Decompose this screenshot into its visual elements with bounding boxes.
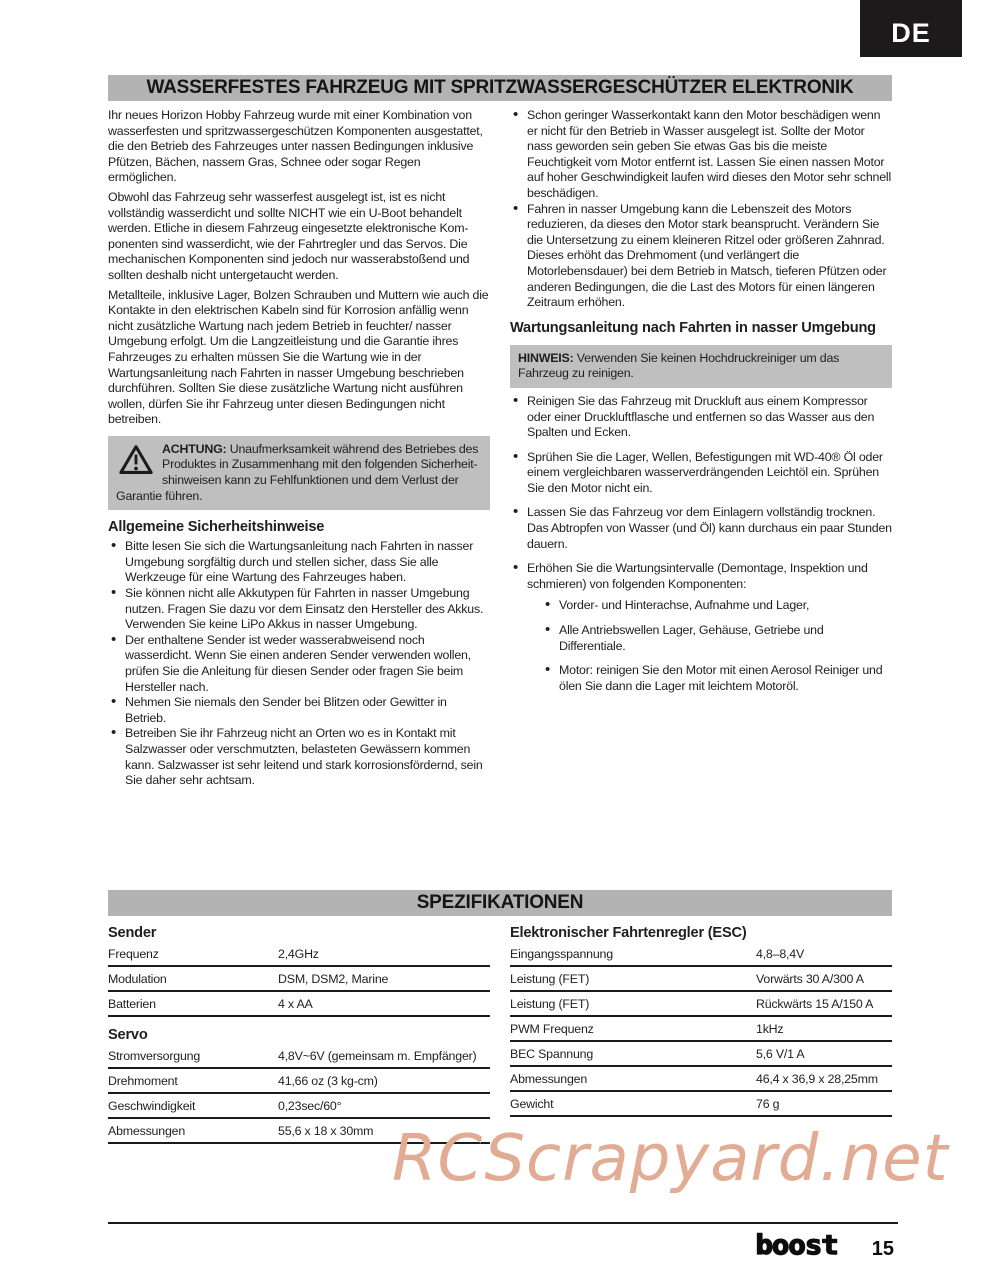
list-item: • Sie können nicht alle Akkutypen für Fahrten in nasser Umgebung nutzen. Fragen Sie dazu vor dem Einsatz den Hersteller des Akkus. Verwenden Sie keine LiPo Akkus in nasser Umgebung.: [108, 586, 490, 633]
list-item: • Nehmen Sie niemals den Sender bei Blitzen oder Gewitter in Betrieb.: [108, 695, 490, 726]
boost-logo: boost: [755, 1229, 838, 1261]
list-item: • Betreiben Sie ihr Fahrzeug nicht an Orten wo es in Kontakt mit Salzwasser oder verschmutzten, belasteten Gewässern kommen kann. Salzwasser ist sehr leitend und stark korrosionsfördernd, sein Sie daher sehr achtsam.: [108, 726, 490, 788]
list-item: [510, 561, 892, 694]
table-row: [510, 1042, 892, 1067]
list-item: • Schon geringer Wasserkontakt kann den Motor beschädigen wenn er nicht für den Betrieb in Wasser ausgelegt ist. Sollte der Motor nass geworden sein geben Sie etwas Gas bis die meiste Feuchtigkeit vom Motor entfernt ist. Lassen Sie einen nassen Motor auf hoher Geschwindigkeit laufen wird dieses den Motor sehr schnell beschädigen.: [510, 108, 892, 202]
notice-text: Verwenden Sie keinen Hochdruckreiniger um das Fahrzeug zu reinigen.: [518, 350, 840, 381]
spec-group-heading-esc: Elektronischer Fahrtenregler (ESC): [510, 925, 747, 941]
table-row: [108, 967, 490, 992]
list-item: • Bitte lesen Sie sich die Wartungsanleitung nach Fahrten in nasser Umgebung sorgfältig durch und stellen sicher, dass Sie alle Werkzeuge für eine Wartung des Fahrzeuges haben.: [108, 539, 490, 586]
spec-value: 2,4GHz: [278, 946, 319, 961]
spec-label: Drehmoment: [108, 1073, 178, 1088]
specifications-title: SPEZIFIKATIONEN: [416, 892, 584, 913]
spec-label: Batterien: [108, 996, 156, 1011]
spec-value: 4 x AA: [278, 996, 313, 1011]
list-item: • Reinigen Sie das Fahrzeug mit Druckluft aus einem Kompressor oder einer Druckluftflasche und entfernen so das Wasser aus den Spalten und Ecken.: [510, 394, 892, 441]
spec-value: 4,8V~6V (gemeinsam m. Empfänger): [278, 1048, 477, 1063]
spec-value: Rückwärts 15 A/150 A: [756, 996, 874, 1011]
table-row: [108, 1119, 490, 1144]
spec-value: 4,8–8,4V: [756, 946, 805, 961]
paragraph: Metallteile, inklusive Lager, Bolzen Schrauben und Muttern wie auch die Kontakte in den elektrischen Kabeln sind für Korrosion anfällig wenn nicht zusätzliche Wartung nach jedem Betrieb in feuchter/ nasser Umgebung erfolgt. Um die Langzeitleistung und die Garantie ihres Fahrzeuges zu erhalten müssen Sie die Wartung wie in der Wartungsanleitung nach Fahrten in nasser Umgebung beschrieben durchführen. Sollten Sie diese zusätzliche Wartung nicht ausführen wollen, dürfen Sie ihr Fahrzeug unter diesen Bedingungen nicht betreiben.: [108, 287, 489, 427]
spec-column-left: [108, 925, 490, 1144]
spec-group-heading-sender: Sender: [108, 925, 157, 941]
spec-value: 41,66 oz (3 kg-cm): [278, 1073, 378, 1088]
left-column: [108, 108, 490, 890]
section-header-specifications: [108, 890, 892, 916]
maintenance-bullet-list: [510, 394, 892, 695]
maintenance-heading: Wartungsanleitung nach Fahrten in nasser Umgebung: [510, 319, 876, 336]
safety-heading: Allgemeine Sicherheitshinweise: [108, 519, 325, 536]
caution-label: ACHTUNG:: [162, 441, 227, 456]
section-header-title: WASSERFESTES FAHRZEUG MIT SPRITZWASSERGESCHÜTZER ELEKTRONIK: [146, 77, 854, 98]
paragraph: Obwohl das Fahrzeug sehr wasserfest ausgelegt ist, ist es nicht vollständig wasserdicht und sollte NICHT wie ein U-Boot behandelt werden. Etliche in diesem Fahrzeug eingesetzte elektronische Komponenten sind wasserdicht, wie der Fahrtregler und das Servos. Die mechanischen Komponenten sind jedoch nur wasserabstoßend und sollten deshalb nicht untergetaucht werden.: [108, 189, 470, 282]
right-column: [510, 108, 892, 890]
list-item: • Vorder- und Hinterachse, Aufnahme und Lager,: [543, 598, 892, 614]
spec-value: 76 g: [756, 1096, 780, 1111]
spec-value: Vorwärts 30 A/300 A: [756, 971, 864, 986]
maintenance-sub-list: [527, 598, 892, 694]
list-item: • Der enthaltene Sender ist weder wasserabweisend noch wasserdicht. Wenn Sie einen anderen Sender verwenden wollen, prüfen Sie die Anleitung für diesen Sender oder fragen Sie beim Hersteller nach.: [108, 633, 490, 695]
spec-label: Frequenz: [108, 946, 159, 961]
spec-label: BEC Spannung: [510, 1046, 594, 1061]
table-row: [510, 992, 892, 1017]
list-item-text: Erhöhen Sie die Wartungsintervalle (Demontage, Inspektion und schmieren) von folgenden Komponenten:: [527, 561, 868, 591]
spec-label: Leistung (FET): [510, 971, 590, 986]
table-row: [510, 967, 892, 992]
notice-box: [510, 345, 892, 388]
list-item: • Lassen Sie das Fahrzeug vor dem Einlagern vollständig trocknen. Das Abtropfen von Wasser (und Öl) kann durchaus ein paar Stunden dauern.: [510, 505, 892, 552]
list-item: • Motor: reinigen Sie den Motor mit einen Aerosol Reiniger und ölen Sie dann die Lager mit leichtem Motoröl.: [543, 663, 892, 694]
table-row: [510, 1067, 892, 1092]
spec-column-right: [510, 925, 892, 1144]
spec-value: 46,4 x 36,9 x 28,25mm: [756, 1071, 878, 1086]
spec-label: Modulation: [108, 971, 167, 986]
spec-value: 1kHz: [756, 1021, 784, 1036]
spec-group-heading-servo: Servo: [108, 1027, 148, 1043]
language-tab-label: DE: [891, 18, 931, 48]
safety-bullet-list: [108, 539, 490, 789]
specifications-body: [108, 925, 892, 1144]
paragraph: Ihr neues Horizon Hobby Fahrzeug wurde mit einer Kombination von wasserfesten und spritzwassergeschützen Komponenten ausgestattet, die den Betrieb des Fahrzeuges unter nassen Bedingungen inklusive Pfützen, Bächen, nassem Gras, Schnee oder sogar Regen ermöglichen.: [108, 108, 483, 185]
two-column-body: [108, 108, 892, 890]
table-row: [108, 1094, 490, 1119]
spec-value: 55,6 x 18 x 30mm: [278, 1123, 374, 1138]
table-row: [108, 1044, 490, 1069]
warning-triangle-icon: [118, 444, 154, 476]
table-row: [108, 942, 490, 967]
table-row: [108, 1069, 490, 1094]
list-item: • Fahren in nasser Umgebung kann die Lebenszeit des Motors reduzieren, da dieses den Motor stark beansprucht. Verändern Sie die Untersetzung zu einem kleineren Ritzel oder größeren Zahnrad. Dieses erhöht das Drehmoment (und verlängert die Motorlebensdauer) bei dem Betrieb in Matsch, tieferen Pfützen oder anderen Bedingungen, die die Last des Motors für einen längeren Zeitraum erhöhen.: [510, 202, 892, 311]
table-row: [510, 942, 892, 967]
section-header-waterproof: [108, 75, 892, 101]
caution-box: [108, 436, 490, 510]
page-footer: [108, 1222, 898, 1262]
spec-label: Geschwindigkeit: [108, 1098, 196, 1113]
list-item: • Sprühen Sie die Lager, Wellen, Befestigungen mit WD-40® Öl oder einem vergleichbaren wasserverdrängenden Leichtöl ein. Sprühen Sie den Motor nicht ein.: [510, 450, 892, 497]
table-row: [108, 992, 490, 1017]
spec-value: 5,6 V/1 A: [756, 1046, 805, 1061]
rcscrapyard-watermark: RCScrapyard.net: [392, 1122, 949, 1196]
list-item: • Alle Antriebswellen Lager, Gehäuse, Getriebe und Differentiale.: [543, 623, 892, 654]
footer-inner: [108, 1224, 898, 1262]
spec-label: Eingangsspannung: [510, 946, 613, 961]
table-row: [510, 1092, 892, 1117]
spec-label: Stromversorgung: [108, 1048, 201, 1063]
table-row: [510, 1017, 892, 1042]
language-tab: [860, 0, 962, 57]
spec-value: DSM, DSM2, Marine: [278, 971, 389, 986]
spec-label: PWM Frequenz: [510, 1021, 594, 1036]
spec-label: Gewicht: [510, 1096, 554, 1111]
spec-label: Leistung (FET): [510, 996, 590, 1011]
notice-label: HINWEIS:: [518, 350, 574, 365]
spec-label: Abmessungen: [108, 1123, 186, 1138]
spec-label: Abmessungen: [510, 1071, 588, 1086]
page-number: 15: [871, 1238, 894, 1260]
caution-text: Unaufmerksamkeit während des Betriebes des Produktes in Zusammenhang mit den folgenden Sicherheitshinweisen kann zu Fehlfunktionen und dem Verlust der Garantie führen.: [116, 441, 479, 503]
spec-value: 0,23sec/60°: [278, 1098, 342, 1113]
page-content: [108, 75, 892, 1144]
motor-bullet-list: [510, 108, 892, 311]
